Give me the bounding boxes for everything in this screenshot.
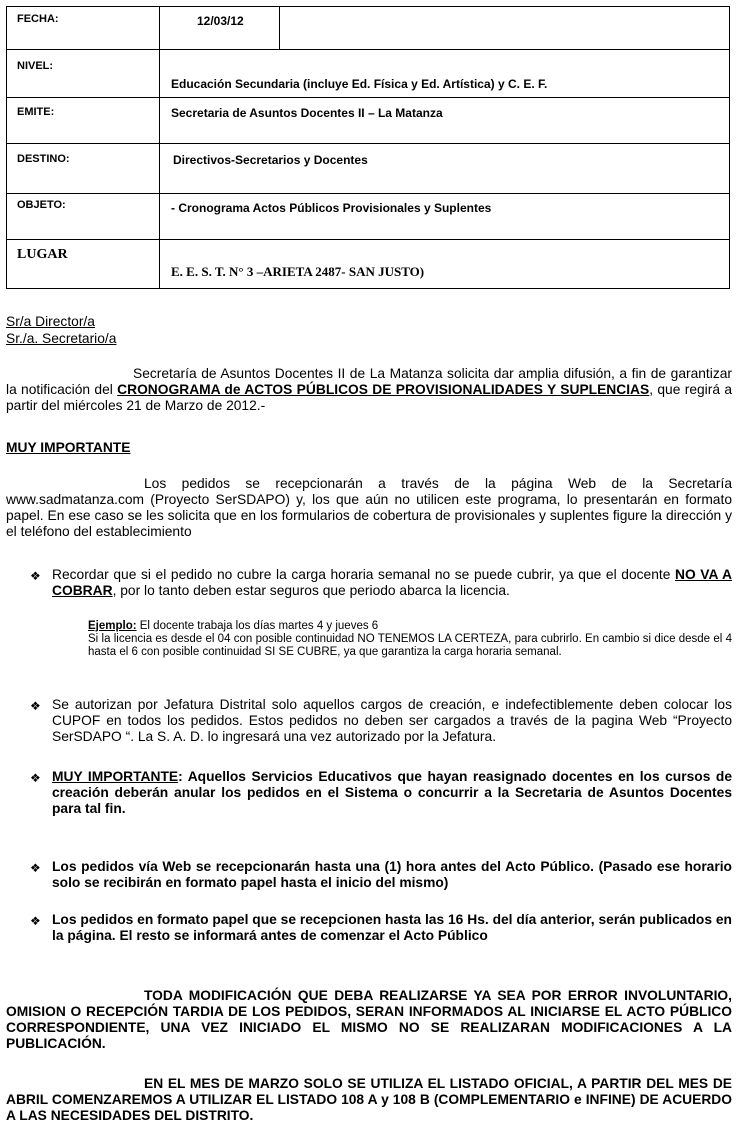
nivel-label: NIVEL:	[17, 60, 54, 72]
nivel-value: Educación Secundaria (incluye Ed. Física y Ed. Artística) y C. E. F.	[171, 77, 548, 91]
fecha-value: 12/03/12	[197, 14, 244, 28]
bullet-formato-papel: Los pedidos en formato papel que se recepcionen hasta las 16 Hs. del día anterior, serán publicados en la página. El resto se informará antes de comenzar el Acto Público	[52, 912, 732, 943]
date-cell-divider	[279, 7, 280, 49]
intro-text-1: Secretaría de Asuntos Docentes II de La Matanza solicita dar amplia difusión, a fin de garantizar la notificación del	[6, 366, 732, 397]
cronograma-highlight: CRONOGRAMA de ACTOS PÚBLICOS DE PROVISIONALIDADES Y SUPLENCIAS	[117, 382, 650, 397]
emite-value: Secretaria de Asuntos Docentes II – La Matanza	[171, 106, 443, 120]
bullet-icon: ❖	[30, 914, 41, 928]
intro-text-2: , que regirá a partir del miércoles 21 de Marzo de 2012.-	[6, 382, 732, 413]
bullet-icon: ❖	[30, 861, 41, 875]
bullet-carga-horaria	[52, 567, 732, 599]
muy-importante-heading: MUY IMPORTANTE	[6, 440, 131, 455]
destino-label: DESTINO:	[17, 153, 70, 165]
listado-paragraph: EN EL MES DE MARZO SOLO SE UTILIZA EL LISTADO OFICIAL, A PARTIR DEL MES DE ABRIL COMENZAREMOS A UTILIZAR EL LISTADO 108 A y 108 B (COMPLEMENTARIO e INFINE) DE ACUERDO A LAS NECESIDADES DEL DISTRITO.	[6, 1076, 732, 1123]
muy-importante-inline: MUY IMPORTANTE	[52, 769, 179, 784]
intro-paragraph	[6, 366, 732, 414]
objeto-value: - Cronograma Actos Públicos Provisionales y Suplentes	[171, 201, 492, 215]
ejemplo-line-text: El docente trabaja los días martes 4 y jueves 6	[136, 620, 379, 632]
row-divider	[7, 239, 729, 240]
salutation-director: Sr/a Director/a	[6, 314, 95, 329]
bullet-1-text-1: Recordar que si el pedido no cubre la carga horaria semanal no se puede cubrir, ya que el docente	[52, 567, 675, 582]
header-table	[6, 6, 730, 289]
bullet-icon: ❖	[30, 771, 41, 785]
bullet-icon: ❖	[30, 569, 41, 583]
destino-value: Directivos-Secretarios y Docentes	[173, 153, 368, 167]
objeto-label: OBJETO:	[17, 199, 66, 211]
lugar-value: E. E. S. T. N° 3 –ARIETA 2487- SAN JUSTO)	[171, 264, 425, 279]
row-divider	[7, 143, 729, 144]
bullet-cargos-creacion: Se autorizan por Jefatura Distrital solo aquellos cargos de creación, e indefectiblemente deben colocar los CUPOF en todos los pedidos. Estos pedidos no deben ser cargados a través de la pagina Web “Proyecto SerSDAPO “. La S. A. D. lo ingresará una vez autorizado por la Jefatura.	[52, 697, 732, 744]
lugar-label: LUGAR	[17, 247, 68, 262]
ejemplo-text: Si la licencia es desde el 04 con posible continuidad NO TENEMOS LA CERTEZA, para cubrirlo. En cambio si dice desde el 4 hasta el 6 con posible continuidad SI SE CUBRE, ya que garantiza la carga horaria semanal.	[88, 633, 732, 658]
bullet-reasignado	[52, 769, 732, 817]
bullet-1-text-2: , por lo tanto deben estar seguros que periodo abarca la licencia.	[112, 583, 510, 598]
modificacion-paragraph: TODA MODIFICACIÓN QUE DEBA REALIZARSE YA SEA POR ERROR INVOLUNTARIO, OMISION O RECEPCIÓN TARDIA DE LOS PEDIDOS, SERAN INFORMADOS AL INICIARSE EL ACTO PÚBLICO CORRESPONDIENTE, UNA VEZ INICIADO EL MISMO NO SE REALIZARAN MODIFICACIONES A LA PUBLICACIÓN.	[6, 988, 732, 1051]
pedidos-paragraph: Los pedidos se recepcionarán a través de la página Web de la Secretaría www.sadmatanza.com (Proyecto SerSDAPO) y, los que aún no utilicen este programa, lo presentarán en formato papel. En ese caso se les solicita que en los formularios de cobertura de provisionales y suplentes figure la dirección y el teléfono del establecimiento	[6, 476, 732, 539]
salutation-secretario: Sr./a. Secretario/a	[6, 331, 117, 346]
bullet-icon: ❖	[30, 699, 41, 713]
no-va-a-cobrar: NO VA A COBRAR	[52, 567, 732, 598]
fecha-label: FECHA:	[17, 13, 59, 25]
row-divider	[7, 193, 729, 194]
ejemplo-label: Ejemplo:	[88, 620, 137, 632]
row-divider	[7, 97, 729, 98]
bullet-pedidos-web: Los pedidos vía Web se recepcionarán hasta una (1) hora antes del Acto Público. (Pasado ese horario solo se recibirán en formato papel hasta el inicio del mismo)	[52, 859, 732, 890]
row-divider	[7, 49, 729, 50]
ejemplo-line	[88, 620, 732, 633]
emite-label: EMITE:	[17, 106, 55, 118]
bullet-3-text: : Aquellos Servicios Educativos que hayan reasignado docentes en los cursos de creación deberán anular los pedidos en el Sistema o concurrir a la Secretaria de Asuntos Docentes para tal fin.	[52, 769, 732, 816]
